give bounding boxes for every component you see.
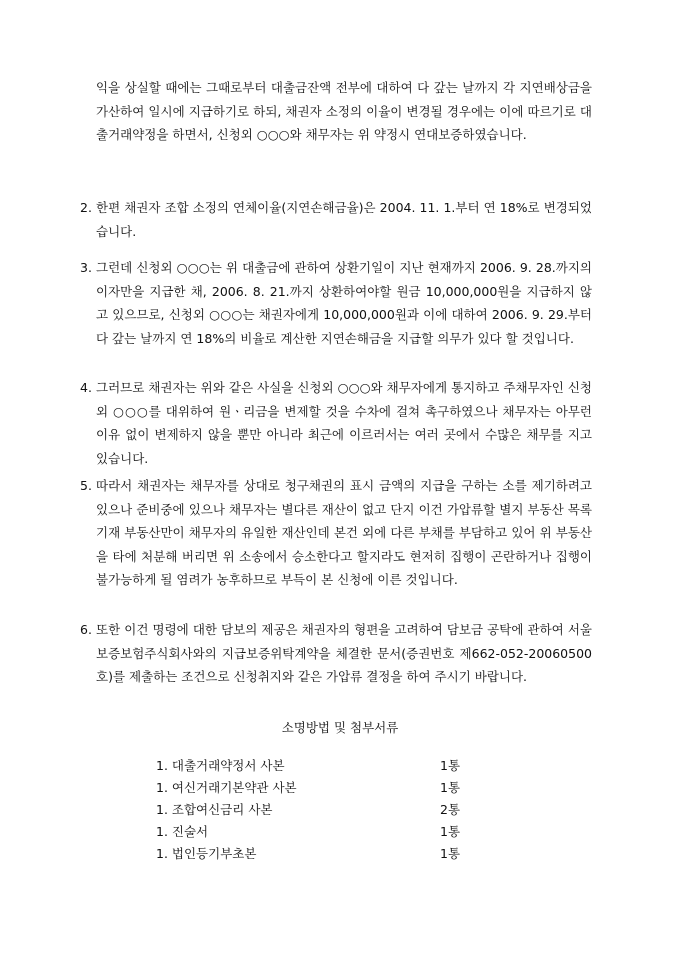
paragraph-2 [80,196,592,243]
paragraph-number: 3. [80,260,92,275]
paragraph-3 [80,256,592,350]
attachment-item [156,821,476,843]
attachment-quantity: 2통 [440,802,461,817]
paragraph-4 [80,376,592,470]
attachment-item [156,755,476,777]
attachment-item [156,777,476,799]
attachment-item [156,843,476,865]
attachment-quantity: 1통 [440,758,461,773]
paragraph-number: 4. [80,380,92,395]
paragraph-number: 6. [80,622,92,637]
attachment-quantity: 1통 [440,846,461,861]
paragraph-number: 2. [80,200,92,215]
paragraph-text: 한편 채권자 조합 소정의 연체이율(지연손해금율)은 2004. 11. 1.부터 연 18%로 변경되었습니다. [96,200,592,239]
paragraph-number: 5. [80,478,92,493]
attachment-quantity: 1통 [440,780,461,795]
attachment-item [156,799,476,821]
paragraph-5 [80,474,592,592]
attachments-title: 소명방법 및 첨부서류 [281,720,399,735]
attachment-name: 1. 법인등기부초본 [156,846,257,861]
paragraph-text: 그런데 신청외 ○○○는 위 대출금에 관하여 상환기일이 지난 현재까지 2006. 9. 28.까지의 이자만을 지급한 채, 2006. 8. 21.까지 상환하여야할 원금 10,000,000원을 지급하지 않고 있으므로, 신청외 ○○○는 채권자에게 10,000,000원과 이에 대하여 2006. 9. 29.부터 다 갚는 날까지 연 18%의 비율로 계산한 지연손해금을 지급할 의무가 있다 할 것입니다. [96,260,592,346]
paragraph-text: 따라서 채권자는 채무자를 상대로 청구채권의 표시 금액의 지급을 구하는 소를 제기하려고 있으나 준비중에 있으나 채무자는 별다른 재산이 없고 단지 이건 가압류할 별지 부동산 목록 기재 부동산만이 채무자의 유일한 재산인데 본건 외에 다른 부채를 부담하고 있어 위 부동산을 타에 처분해 버리면 위 소송에서 승소한다고 할지라도 현저히 집행이 곤란하거나 집행이 불가능하게 될 염려가 농후하므로 부득이 본 신청에 이른 것입니다. [96,478,592,587]
attachment-name: 1. 여신거래기본약관 사본 [156,780,297,795]
paragraph-text: 그러므로 채권자는 위와 같은 사실을 신청외 ○○○와 채무자에게 통지하고 주채무자인 신청외 ○○○를 대위하여 원ㆍ리금을 변제할 것을 수차에 걸쳐 촉구하였으나 채무자는 아무런 이유 없이 변제하지 않을 뿐만 아니라 최근에 이르러서는 여러 곳에서 수많은 채무를 지고 있습니다. [96,380,592,466]
attachments-list [156,755,476,865]
attachment-quantity: 1통 [440,824,461,839]
attachment-name: 1. 조합여신금리 사본 [156,802,273,817]
attachment-name: 1. 대출거래약정서 사본 [156,758,285,773]
attachment-name: 1. 진술서 [156,824,209,839]
intro-paragraph: 익을 상실할 때에는 그때로부터 대출금잔액 전부에 대하여 다 갚는 날까지 각 지연배상금을 가산하여 일시에 지급하기로 하되, 채권자 소정의 이율이 변경될 경우에는 이에 따르기로 대출거래약정을 하면서, 신청외 ○○○와 채무자는 위 약정시 연대보증하였습니다. [96,80,592,142]
paragraph-text: 또한 이건 명령에 대한 담보의 제공은 채권자의 형편을 고려하여 담보금 공탁에 관하여 서울보증보험주식회사와의 지급보증위탁계약을 체결한 문서(증권번호 제662-052-20060500 호)를 제출하는 조건으로 신청취지와 같은 가압류 결정을 하여 주시기 바랍니다. [96,622,592,684]
paragraph-6 [80,618,592,689]
